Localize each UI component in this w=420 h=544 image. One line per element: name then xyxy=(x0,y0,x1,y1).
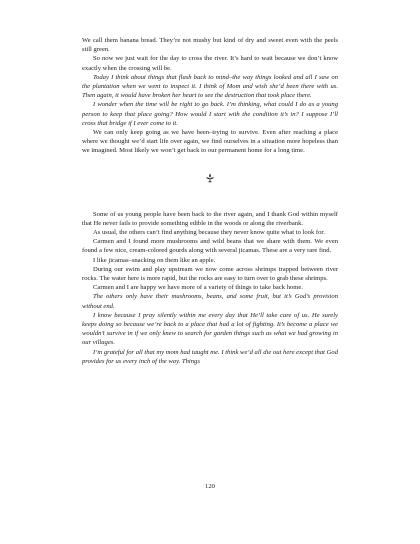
paragraph: The others only have their mushrooms, beans, and some fruit, but it’s God’s provision without end. xyxy=(82,293,338,310)
section-separator xyxy=(82,170,338,188)
paragraph: I’m grateful for all that my mom had taught me. I think we’d all die out here except that God provides for us every inch of the way. Things xyxy=(82,348,338,365)
paragraph: We can only keep going as we have been–trying to survive. Even after reaching a place where we thought we’d start life over again, we find ourselves in a situation more hopeless than we imagined. Most likely we won’t get back to our permanent home for a long time. xyxy=(82,129,338,155)
paragraph: We call them banana bread. They’re not mushy but kind of dry and sweet even with the peels still green. xyxy=(82,37,338,54)
paragraph: Some of us young people have been back to the river again, and I thank God within myself that He never fails to provide something edible in the woods or along the riverbank. xyxy=(82,210,338,227)
paragraph: Today I think about things that flash back to mind–the way things looked and all I saw on the plantation when we went to inspect it. I think of Mom and wish she’d been there with us. Then again, it would have broken her heart to see the destruction that took place there. xyxy=(82,73,338,100)
paragraph: During our swim and play upstream we now come across shrimps trapped between river rocks. The water here is more rapid, but the rocks are easy to turn over to grab these shrimps. xyxy=(82,265,338,283)
page-number: 120 xyxy=(205,483,215,490)
section-one xyxy=(82,36,338,156)
fleuron-ornament-icon xyxy=(205,173,215,183)
paragraph: So now we just wait for the day to cross the river. It’s hard to wait because we don’t know exactly when the crossing will be. xyxy=(82,55,338,72)
paragraph: Carmen and I are happy we have more of a variety of things to take back home. xyxy=(93,284,304,292)
paragraph: I know because I pray silently within me every day that He’ll take care of us. He surely keeps doing so because we’re back to a place that had a lot of fighting. It’s become a place we wouldn’t survive in if we only knew to search for garden things such as what we had growing in our villages. xyxy=(82,311,338,347)
paragraph: I wonder when the time will be right to go back. I’m thinking, what could I do as a young person to keep that place going? How would I start with the condition it’s in? I suppose I’ll cross that bridge if I ever come to it. xyxy=(82,101,338,127)
section-two xyxy=(82,210,338,366)
paragraph: As usual, the others can’t find anything because they never know quite what to look for. xyxy=(93,229,325,237)
paragraph: I like jicamas–snacking on them like an apple. xyxy=(93,256,216,264)
paragraph: Carmen and I found more mushrooms and wild beans that we share with them. We even found a few nice, cream-colored gourds along with several jicamas. These are a very rare find. xyxy=(82,238,338,255)
